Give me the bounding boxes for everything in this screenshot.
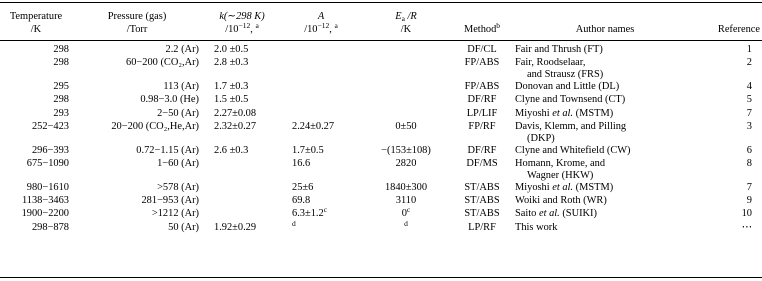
cell-temperature: 293 [53, 107, 69, 119]
header-a-sup: a [334, 21, 338, 30]
cell-pressure: 1−60 (Ar) [157, 157, 199, 169]
et-al-text: et al. [552, 107, 574, 119]
author-line: Saito et al. (SUIKI) [515, 208, 597, 220]
cell-reference: 4 [746, 81, 752, 93]
cell-reference: 1 [746, 44, 752, 55]
header-method-sup: b [496, 21, 501, 30]
cell-ea: 1840±300 [384, 181, 428, 193]
header-a-label: A [317, 11, 325, 22]
cell-authors [512, 158, 698, 182]
cell-a: 1.7±0.5 [292, 144, 324, 156]
header-ea-rest: /R [404, 11, 417, 22]
cell-ea: 0±50 [395, 120, 417, 132]
cell-authors [512, 208, 698, 221]
cell-reference: 8 [746, 157, 752, 169]
header-ea-unit: /K [360, 23, 452, 41]
cell-authors [512, 195, 698, 208]
cell-method: ST/ABS [464, 181, 500, 193]
cell-authors [512, 222, 698, 235]
ea-value: 0 [401, 208, 407, 220]
header-temperature: Temperature [9, 11, 63, 22]
cell-temperature: 1138−3463 [21, 195, 69, 207]
cell-k: 2.32±0.27 [214, 120, 257, 132]
header-reference: Reference [698, 23, 762, 41]
cell-k: 2.8 ±0.3 [214, 57, 249, 69]
cell-reference: 6 [746, 144, 752, 156]
cell-ea [360, 108, 452, 121]
cell-pressure: 0.72−1.15 (Ar) [136, 144, 199, 156]
table-row [0, 195, 762, 208]
cell-a [282, 94, 360, 107]
et-al-text: et al. [538, 208, 560, 220]
cell-a: 2.24±0.27 [292, 120, 335, 132]
cell-pressure: 0.98−3.0 (He) [140, 94, 199, 106]
cell-pressure: 2−50 (Ar) [157, 107, 199, 119]
a-footnote: c [323, 205, 328, 215]
cell-authors [512, 145, 698, 158]
author-line-2: and Strausz (FRS) [527, 69, 604, 81]
table-row [0, 208, 762, 221]
cell-authors [512, 57, 698, 81]
table-row [0, 158, 762, 182]
cell-a [282, 57, 360, 81]
cell-method: FP/ABS [464, 57, 500, 69]
cell-k: 2.6 ±0.3 [214, 144, 249, 156]
header-k-sup: a [255, 21, 259, 30]
header-k-unit-base: /10 [225, 24, 239, 35]
header-pressure-unit: /Torr [72, 23, 202, 41]
cell-method: DF/RF [467, 94, 497, 106]
header-ea [360, 0, 452, 23]
cell-a: 25±6 [292, 181, 314, 193]
cell-pressure: >578 (Ar) [157, 181, 199, 193]
cell-ea [360, 57, 452, 81]
cell-method: LP/LIF [466, 107, 498, 119]
header-method-label: Method [463, 24, 497, 35]
cell-ea: 3110 [395, 195, 417, 207]
a-footnote: d [292, 218, 296, 228]
table-row [0, 145, 762, 158]
table-row [0, 41, 762, 58]
cell-temperature: 295 [53, 81, 69, 93]
cell-reference: 5 [746, 94, 752, 106]
author-line: Donovan and Little (DL) [515, 81, 620, 93]
cell-temperature: 1900−2200 [21, 208, 69, 220]
author-line: Clyne and Whitefield (CW) [515, 144, 631, 156]
header-k-unit-exp: −12 [238, 21, 251, 30]
cell-reference: ⋯ [741, 221, 752, 233]
cell-pressure: 2.2 (Ar) [165, 44, 199, 55]
cell-authors [512, 81, 698, 94]
cell-method: DF/CL [467, 44, 497, 55]
cell-temperature: 298−878 [31, 221, 69, 233]
cell-method: FP/ABS [464, 81, 500, 93]
cell-pressure: >1212 (Ar) [151, 208, 199, 220]
cell-pressure: 60−200 (CO₂,Ar) [126, 57, 199, 69]
cell-k: 2.27±0.08 [214, 107, 257, 119]
header-authors: Author names [512, 23, 698, 41]
header-k-unit: $/10^{-12}$, $^a$ [202, 23, 282, 41]
cell-a: 69.8 [292, 195, 311, 207]
table-row [0, 182, 762, 195]
author-line-2: Wagner (HKW) [527, 169, 594, 181]
header-ea-label: E [395, 11, 402, 22]
table-row [0, 57, 762, 81]
cell-authors [512, 182, 698, 195]
ea-footnote: c [406, 205, 411, 215]
cell-a: 16.6 [292, 157, 311, 169]
table-row [0, 81, 762, 94]
author-line: Homann, Krome, and [515, 157, 606, 169]
header-a [282, 0, 360, 23]
author-line: Miyoshi et al. (MSTM) [515, 107, 614, 119]
cell-temperature: 298 [53, 94, 69, 106]
cell-reference: 9 [746, 195, 752, 207]
cell-ea: 2820 [395, 157, 417, 169]
cell-k: 1.92±0.29 [214, 221, 257, 233]
header-a-unit-base: /10 [304, 24, 318, 35]
header-pressure: Pressure (gas) [107, 11, 167, 22]
cell-temperature: 298 [53, 44, 69, 55]
header-method [452, 23, 512, 41]
cell-reference: 10 [741, 208, 752, 220]
cell-reference: 7 [746, 181, 752, 193]
cell-ea: −(153±108) [381, 144, 431, 156]
cell-k: 1.7 ±0.3 [214, 81, 249, 93]
cell-reference: 3 [746, 120, 752, 132]
cell-method: DF/MS [466, 157, 498, 169]
cell-temperature: 675−1090 [26, 157, 69, 169]
cell-reference: 7 [746, 107, 752, 119]
table-row [0, 108, 762, 121]
cell-authors [512, 41, 698, 58]
cell-a [282, 108, 360, 121]
header-a-unit-exp: −12 [317, 21, 330, 30]
cell-temperature: 252−423 [31, 120, 69, 132]
header-temperature-unit: /K [0, 23, 72, 41]
cell-authors [512, 108, 698, 121]
cell-temperature: 980−1610 [26, 181, 69, 193]
header-row-2 [0, 23, 762, 41]
header-a-unit: $/10^{-12}$, $^a$ [282, 23, 360, 41]
author-line: Woiki and Roth (WR) [515, 195, 607, 207]
cell-pressure: 281−953 (Ar) [141, 195, 199, 207]
cell-k [202, 182, 282, 195]
cell-a [282, 218, 360, 235]
cell-pressure: 50 (Ar) [168, 221, 199, 233]
author-line-2: (DKP) [527, 132, 555, 144]
ea-footnote: d [404, 218, 408, 228]
cell-temperature: 296−393 [31, 144, 69, 156]
cell-method: FP/RF [468, 120, 496, 132]
cell-a [282, 81, 360, 94]
top-rule [0, 2, 762, 3]
author-line: Fair and Thrush (FT) [515, 44, 603, 55]
bottom-rule [0, 277, 762, 278]
cell-a [282, 41, 360, 58]
cell-pressure: 113 (Ar) [163, 81, 199, 93]
cell-method: LP/RF [468, 221, 496, 233]
cell-reference: 2 [746, 57, 752, 69]
table-row [0, 121, 762, 145]
cell-ea [360, 41, 452, 58]
cell-method: ST/ABS [464, 195, 500, 207]
cell-k: 1.5 ±0.5 [214, 94, 249, 106]
author-line: Miyoshi et al. (MSTM) [515, 181, 614, 193]
cell-ea [360, 81, 452, 94]
cell-temperature: 298 [53, 57, 69, 69]
header-row-1 [0, 0, 762, 23]
header-ea-sub: a [401, 14, 405, 23]
author-line: This work [515, 221, 558, 233]
author-line: Davis, Klemm, and Pilling [515, 120, 627, 132]
header-k [202, 0, 282, 23]
cell-k [202, 158, 282, 182]
cell-k: 2.0 ±0.5 [214, 44, 249, 55]
cell-pressure: 20−200 (CO₂,He,Ar) [111, 120, 199, 132]
cell-authors [512, 94, 698, 107]
cell-authors [512, 121, 698, 145]
cell-method: ST/ABS [464, 208, 500, 220]
cell-ea [360, 218, 452, 235]
cell-k [202, 195, 282, 208]
header-k-label: k(∼298 K) [219, 11, 265, 22]
cell-ea [360, 94, 452, 107]
table-row [0, 94, 762, 107]
a-value: 6.3±1.2 [292, 208, 324, 220]
author-line: Fair, Roodselaar, [515, 57, 586, 69]
et-al-text: et al. [552, 181, 574, 193]
cell-k [202, 208, 282, 221]
cell-method: DF/RF [467, 144, 497, 156]
author-line: Clyne and Townsend (CT) [515, 94, 626, 106]
table-row [0, 222, 762, 235]
